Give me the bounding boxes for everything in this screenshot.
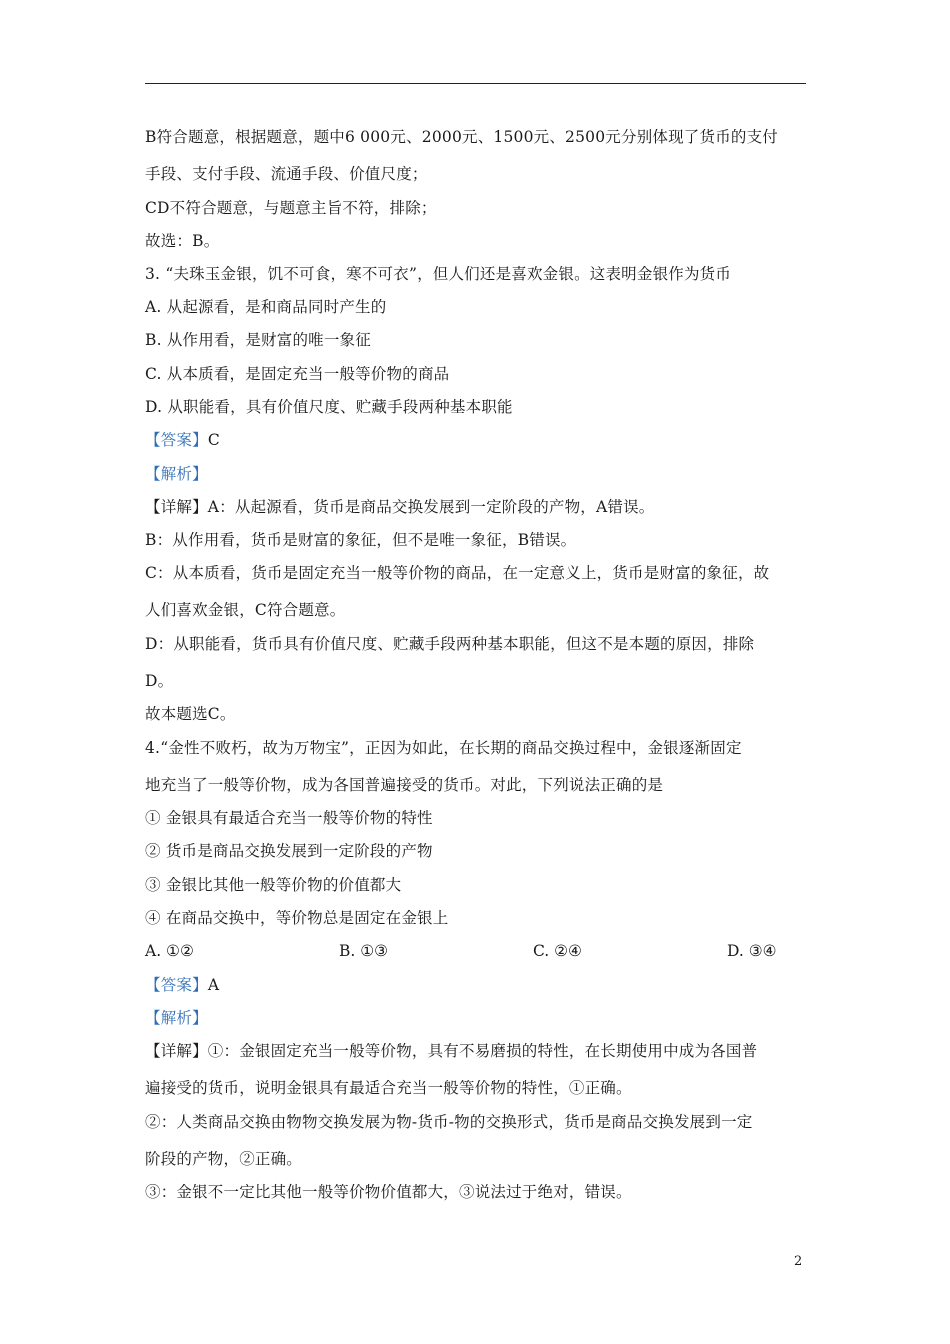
question-3-stem: 3. “夫珠玉金银，饥不可食，寒不可衣”，但人们还是喜欢金银。这表明金银作为货币 xyxy=(145,265,732,283)
text-line: 阶段的产物，②正确。 xyxy=(145,1150,303,1168)
answer-value: C xyxy=(207,431,220,449)
question-4-stem: 4.“金性不败朽，故为万物宝”，正因为如此，在长期的商品交换过程中，金银逐渐固定 xyxy=(145,739,742,757)
text-line: C：从本质看，货币是固定充当一般等价物的商品，在一定意义上，货币是财富的象征，故 xyxy=(145,564,770,582)
header-rule xyxy=(145,83,806,84)
answer-value: A xyxy=(207,976,220,994)
question-3-analysis-tag: 【解析】 xyxy=(145,465,208,483)
question-3-option-d: D. 从职能看，具有价值尺度、贮藏手段两种基本职能 xyxy=(145,398,513,416)
answer-tag: 【答案】 xyxy=(145,976,208,994)
question-4-statement: ① 金银具有最适合充当一般等价物的特性 xyxy=(145,809,433,827)
text-line: 故选：B。 xyxy=(145,232,220,250)
question-4-option-b: B. ①③ xyxy=(339,942,389,960)
question-3-option-b: B. 从作用看，是财富的唯一象征 xyxy=(145,331,371,349)
question-4-statement: ④ 在商品交换中，等价物总是固定在金银上 xyxy=(145,909,449,927)
text-line: D。 xyxy=(145,672,174,690)
text-line: ③：金银不一定比其他一般等价物价值都大，③说法过于绝对，错误。 xyxy=(145,1183,632,1201)
page-number: 2 xyxy=(794,1254,803,1269)
text-line: 【详解】①：金银固定充当一般等价物，具有不易磨损的特性，在长期使用中成为各国普 xyxy=(145,1042,758,1060)
text-line: 遍接受的货币，说明金银具有最适合充当一般等价物的特性，①正确。 xyxy=(145,1079,632,1097)
text-line: 手段、支付手段、流通手段、价值尺度； xyxy=(145,165,428,183)
question-3-answer xyxy=(145,430,220,450)
text-line: 【详解】A：从起源看，货币是商品交换发展到一定阶段的产物，A错误。 xyxy=(145,498,655,516)
text-line: ②：人类商品交换由物物交换发展为物-货币-物的交换形式，货币是商品交换发展到一定 xyxy=(145,1113,753,1131)
question-4-option-a: A. ①② xyxy=(145,942,194,960)
question-3-option-a: A. 从起源看，是和商品同时产生的 xyxy=(145,298,387,316)
answer-tag: 【答案】 xyxy=(145,431,208,449)
text-line: B符合题意，根据题意，题中6 000元、2000元、1500元、2500元分别体现了货币的支付 xyxy=(145,128,779,146)
text-line: 人们喜欢金银，C符合题意。 xyxy=(145,601,346,619)
question-4-stem: 地充当了一般等价物，成为各国普遍接受的货币。对此，下列说法正确的是 xyxy=(145,776,664,794)
question-4-statement: ② 货币是商品交换发展到一定阶段的产物 xyxy=(145,842,433,860)
question-4-option-d: D. ③④ xyxy=(727,942,777,960)
question-4-answer xyxy=(145,975,219,995)
text-line: D：从职能看，货币具有价值尺度、贮藏手段两种基本职能，但这不是本题的原因，排除 xyxy=(145,635,755,653)
question-3-option-c: C. 从本质看，是固定充当一般等价物的商品 xyxy=(145,365,450,383)
question-4-option-c: C. ②④ xyxy=(533,942,582,960)
text-line: B：从作用看，货币是财富的象征，但不是唯一象征，B错误。 xyxy=(145,531,577,549)
question-4-statement: ③ 金银比其他一般等价物的价值都大 xyxy=(145,876,402,894)
question-4-analysis-tag: 【解析】 xyxy=(145,1009,208,1027)
text-line: CD不符合题意，与题意主旨不符，排除； xyxy=(145,199,437,217)
text-line: 故本题选C。 xyxy=(145,705,236,723)
